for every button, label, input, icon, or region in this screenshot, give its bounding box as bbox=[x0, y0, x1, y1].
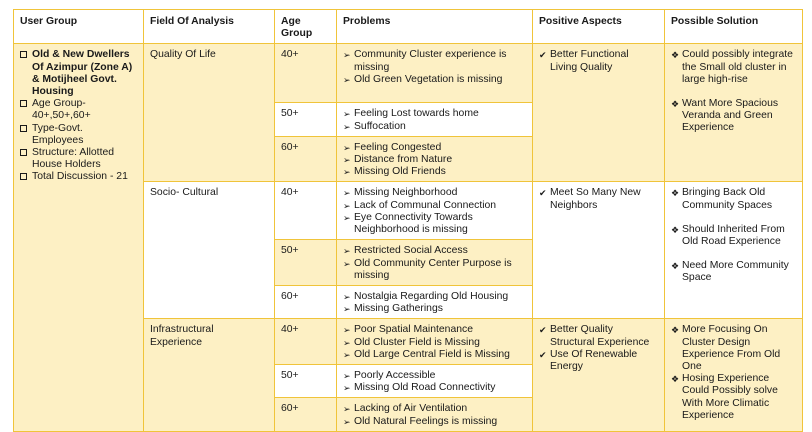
checkbox-icon bbox=[20, 173, 27, 180]
problems-cell bbox=[337, 365, 533, 398]
diamond-bullet-icon: ❖ bbox=[671, 374, 680, 385]
header-positive-aspects: Positive Aspects bbox=[533, 10, 665, 44]
list-item bbox=[20, 49, 137, 98]
list-item bbox=[343, 49, 526, 73]
arrow-bullet-icon: ➢ bbox=[343, 304, 351, 315]
arrow-bullet-icon: ➢ bbox=[343, 349, 351, 360]
problem-text: Community Cluster experience is missing bbox=[354, 49, 507, 73]
positive-text: Better Functional Living Quality bbox=[550, 49, 629, 73]
solution-text: Need More Community Space bbox=[682, 260, 789, 284]
problem-text: Old Large Central Field is Missing bbox=[354, 348, 510, 360]
problem-text: Nostalgia Regarding Old Housing bbox=[354, 291, 509, 303]
problem-text: Missing Neighborhood bbox=[354, 187, 458, 199]
diamond-bullet-icon: ❖ bbox=[671, 261, 680, 272]
age-cell: 60+ bbox=[275, 136, 337, 182]
field-cell: Socio- Cultural bbox=[144, 182, 275, 319]
age-cell: 60+ bbox=[275, 398, 337, 431]
field-cell: Quality Of Life bbox=[144, 44, 275, 182]
solution-cell bbox=[665, 319, 803, 431]
problem-text: Old Natural Feelings is missing bbox=[354, 415, 498, 427]
age-cell: 50+ bbox=[275, 103, 337, 136]
arrow-bullet-icon: ➢ bbox=[343, 74, 351, 85]
list-item bbox=[343, 349, 526, 361]
list-item bbox=[671, 187, 796, 211]
list-item bbox=[343, 403, 526, 415]
table-row bbox=[14, 44, 803, 103]
list-item bbox=[343, 212, 526, 236]
problem-text: Feeling Lost towards home bbox=[354, 108, 479, 120]
age-cell: 60+ bbox=[275, 286, 337, 319]
user-group-item: Structure: Allotted House Holders bbox=[32, 147, 115, 171]
list-item bbox=[343, 74, 526, 86]
list-item bbox=[343, 108, 526, 120]
list-item bbox=[539, 187, 658, 211]
diamond-bullet-icon: ❖ bbox=[671, 188, 680, 199]
problem-text: Suffocation bbox=[354, 120, 406, 132]
arrow-bullet-icon: ➢ bbox=[343, 142, 351, 153]
list-item bbox=[671, 224, 796, 248]
positive-text: Meet So Many New Neighbors bbox=[550, 187, 641, 211]
arrow-bullet-icon: ➢ bbox=[343, 188, 351, 199]
list-item bbox=[20, 147, 137, 171]
diamond-bullet-icon: ❖ bbox=[671, 325, 680, 336]
list-item bbox=[343, 258, 526, 282]
arrow-bullet-icon: ➢ bbox=[343, 50, 351, 61]
problem-text: Old Cluster Field is Missing bbox=[354, 336, 480, 348]
header-problems: Problems bbox=[337, 10, 533, 44]
problems-cell bbox=[337, 319, 533, 365]
arrow-bullet-icon: ➢ bbox=[343, 325, 351, 336]
problems-cell bbox=[337, 136, 533, 182]
problem-text: Restricted Social Access bbox=[354, 245, 468, 257]
user-group-item: Type-Govt. Employees bbox=[32, 122, 84, 146]
header-age-group: Age Group bbox=[275, 10, 337, 44]
problems-cell bbox=[337, 44, 533, 103]
positive-cell bbox=[533, 182, 665, 319]
solution-text: Hosing Experience Could Possibly solve With More Climatic Experience bbox=[682, 373, 778, 421]
problem-text: Eye Connectivity Towards Neighborhood is missing bbox=[354, 211, 473, 236]
arrow-bullet-icon: ➢ bbox=[343, 337, 351, 348]
list-item bbox=[671, 373, 796, 422]
problem-text: Old Community Center Purpose is missing bbox=[354, 257, 512, 281]
arrow-bullet-icon: ➢ bbox=[343, 404, 351, 415]
arrow-bullet-icon: ➢ bbox=[343, 155, 351, 166]
age-cell: 40+ bbox=[275, 182, 337, 240]
list-item bbox=[343, 370, 526, 382]
field-cell: Infrastructural Experience bbox=[144, 319, 275, 431]
header-field-of-analysis: Field Of Analysis bbox=[144, 10, 275, 44]
positive-text: Use Of Renewable Energy bbox=[550, 348, 638, 373]
list-item bbox=[343, 200, 526, 212]
list-item bbox=[539, 349, 658, 373]
arrow-bullet-icon: ➢ bbox=[343, 121, 351, 132]
diamond-bullet-icon: ❖ bbox=[671, 99, 680, 110]
list-item bbox=[343, 154, 526, 166]
problem-text: Feeling Congested bbox=[354, 141, 442, 153]
positive-cell bbox=[533, 44, 665, 182]
list-item bbox=[343, 245, 526, 257]
list-item bbox=[671, 49, 796, 86]
user-group-title: Old & New Dwellers Of Azimpur (Zone A) & Motijheel Govt. Housing bbox=[32, 49, 133, 98]
problem-text: Missing Gatherings bbox=[354, 303, 443, 315]
list-item bbox=[539, 49, 658, 73]
header-user-group: User Group bbox=[14, 10, 144, 44]
arrow-bullet-icon: ➢ bbox=[343, 416, 351, 427]
arrow-bullet-icon: ➢ bbox=[343, 292, 351, 303]
list-item bbox=[671, 260, 796, 284]
problem-text: Lack of Communal Connection bbox=[354, 199, 497, 211]
list-item bbox=[343, 187, 526, 199]
problem-text: Old Green Vegetation is missing bbox=[354, 73, 503, 85]
list-item bbox=[20, 171, 137, 183]
problems-cell bbox=[337, 286, 533, 319]
list-item bbox=[343, 166, 526, 178]
problem-text: Lacking of Air Ventilation bbox=[354, 403, 468, 415]
checkbox-icon bbox=[20, 51, 27, 58]
check-icon: ✔ bbox=[539, 188, 547, 199]
arrow-bullet-icon: ➢ bbox=[343, 258, 351, 269]
age-cell: 50+ bbox=[275, 240, 337, 286]
arrow-bullet-icon: ➢ bbox=[343, 212, 351, 223]
list-item bbox=[20, 98, 137, 122]
list-item bbox=[343, 291, 526, 303]
list-item bbox=[343, 416, 526, 428]
header-row bbox=[14, 10, 803, 44]
header-possible-solution: Possible Solution bbox=[665, 10, 803, 44]
checkbox-icon bbox=[20, 100, 27, 107]
solution-text: Should Inherited From Old Road Experience bbox=[682, 223, 785, 248]
list-item bbox=[343, 142, 526, 154]
age-cell: 50+ bbox=[275, 365, 337, 398]
solution-cell bbox=[665, 44, 803, 182]
user-group-item: Total Discussion - 21 bbox=[32, 171, 128, 183]
positive-text: Better Quality Structural Experience bbox=[550, 324, 650, 348]
problem-text: Poor Spatial Maintenance bbox=[354, 324, 473, 336]
solution-text: Bringing Back Old Community Spaces bbox=[682, 187, 773, 211]
check-icon: ✔ bbox=[539, 349, 547, 360]
list-item bbox=[671, 324, 796, 373]
list-item bbox=[671, 98, 796, 135]
problems-cell bbox=[337, 240, 533, 286]
list-item bbox=[343, 121, 526, 133]
analysis-table bbox=[13, 9, 803, 432]
list-item bbox=[343, 303, 526, 315]
arrow-bullet-icon: ➢ bbox=[343, 371, 351, 382]
age-cell: 40+ bbox=[275, 319, 337, 365]
solution-text: Could possibly integrate the Small old cluster in large high-rise bbox=[682, 49, 793, 85]
problem-text: Missing Old Road Connectivity bbox=[354, 382, 496, 394]
problems-cell bbox=[337, 398, 533, 431]
problem-text: Missing Old Friends bbox=[354, 166, 446, 178]
list-item bbox=[20, 123, 137, 147]
positive-cell bbox=[533, 319, 665, 431]
arrow-bullet-icon: ➢ bbox=[343, 200, 351, 211]
arrow-bullet-icon: ➢ bbox=[343, 109, 351, 120]
problem-text: Poorly Accessible bbox=[354, 370, 436, 382]
list-item bbox=[539, 324, 658, 348]
problem-text: Distance from Nature bbox=[354, 154, 453, 166]
user-group-item: Age Group- 40+,50+,60+ bbox=[32, 98, 91, 122]
user-group-cell bbox=[14, 44, 144, 431]
solution-text: More Focusing On Cluster Design Experience From Old One bbox=[682, 324, 781, 373]
checkbox-icon bbox=[20, 125, 27, 132]
check-icon: ✔ bbox=[539, 50, 547, 61]
arrow-bullet-icon: ➢ bbox=[343, 246, 351, 257]
diamond-bullet-icon: ❖ bbox=[671, 224, 680, 235]
check-icon: ✔ bbox=[539, 325, 547, 336]
list-item bbox=[343, 337, 526, 349]
age-cell: 40+ bbox=[275, 44, 337, 103]
solution-text: Want More Spacious Veranda and Green Experience bbox=[682, 98, 779, 134]
list-item bbox=[343, 324, 526, 336]
solution-cell bbox=[665, 182, 803, 319]
list-item bbox=[343, 382, 526, 394]
checkbox-icon bbox=[20, 149, 27, 156]
problems-cell bbox=[337, 182, 533, 240]
arrow-bullet-icon: ➢ bbox=[343, 383, 351, 394]
arrow-bullet-icon: ➢ bbox=[343, 167, 351, 178]
diamond-bullet-icon: ❖ bbox=[671, 50, 680, 61]
problems-cell bbox=[337, 103, 533, 136]
